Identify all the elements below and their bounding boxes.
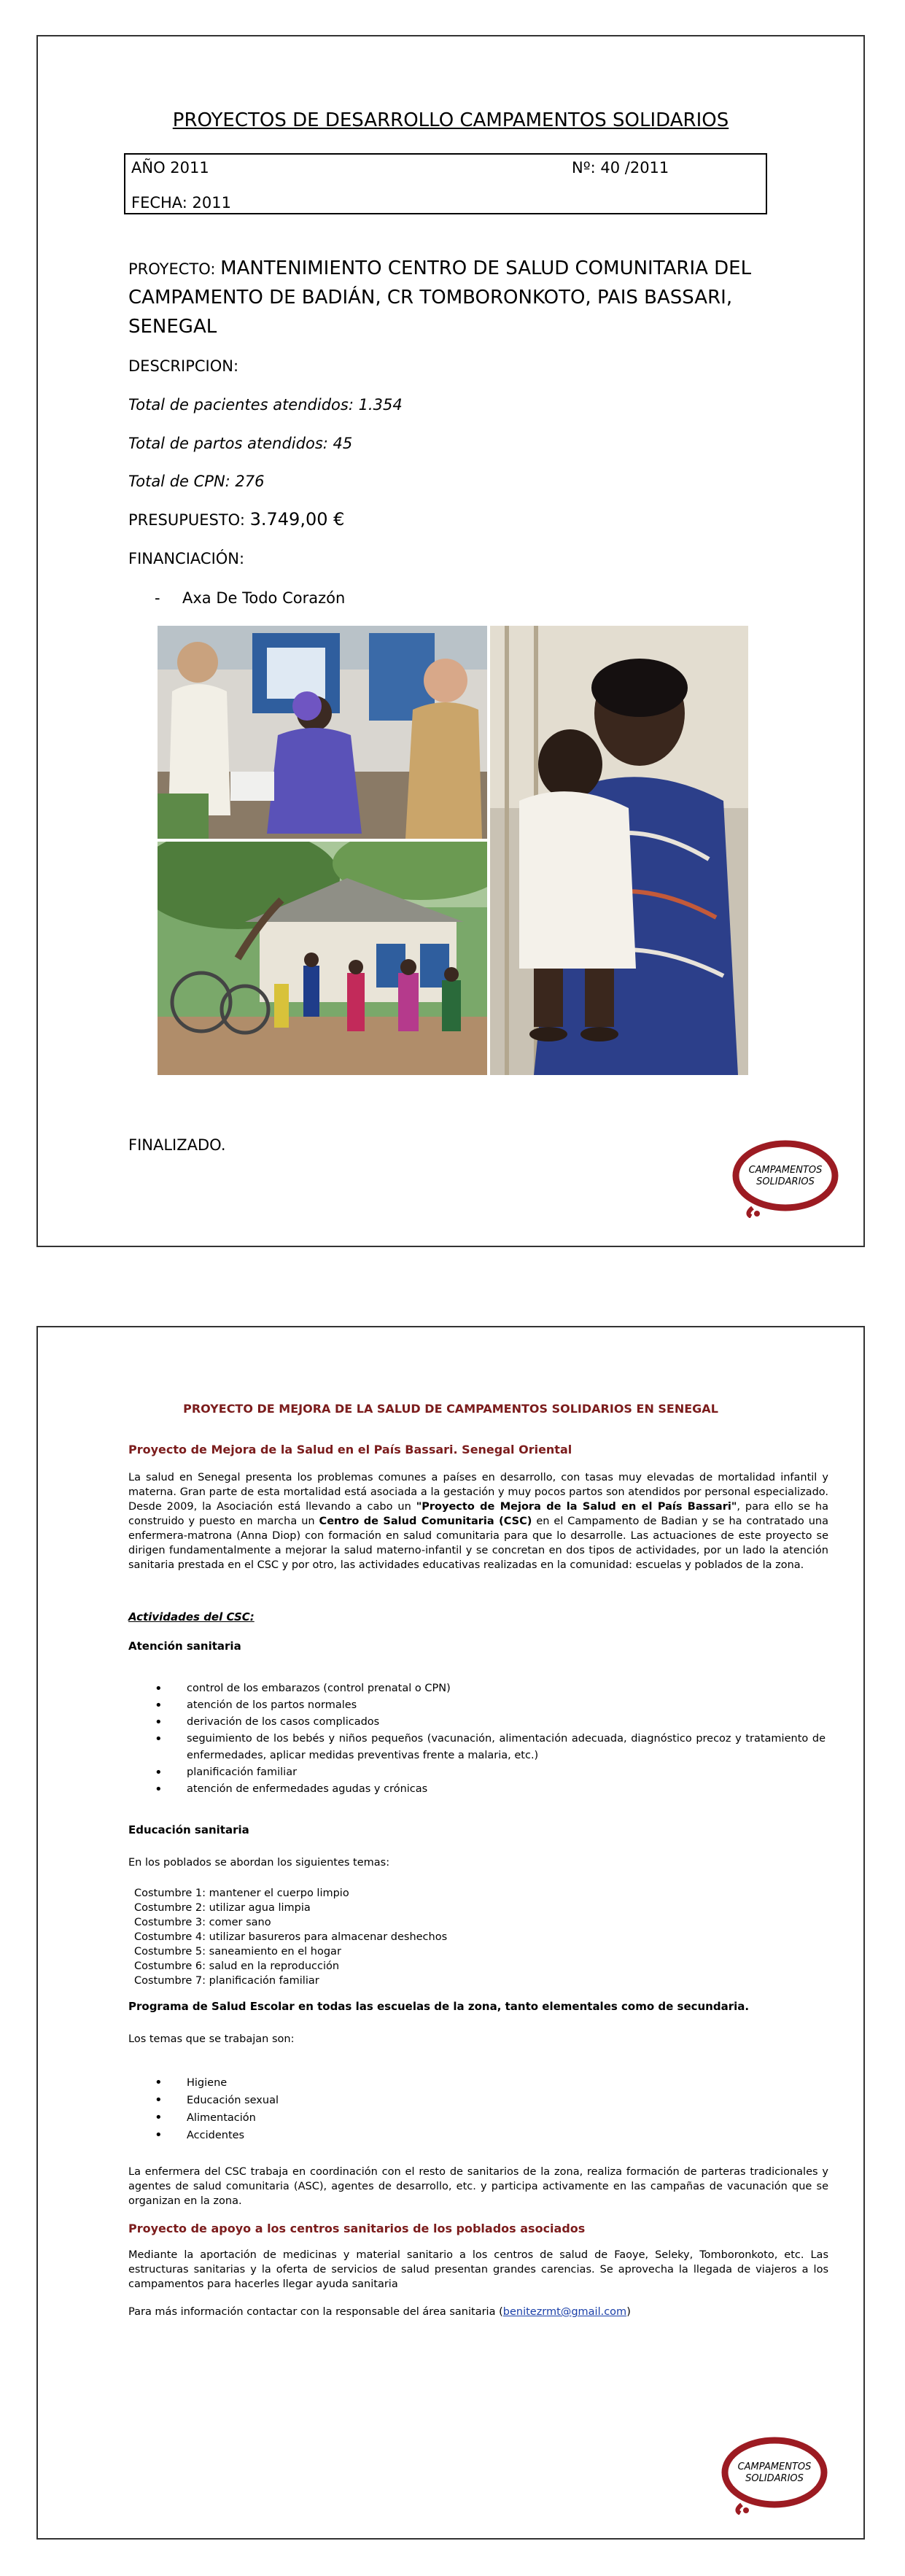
list-item: Costumbre 7: planificación familiar: [134, 1975, 319, 1987]
list-item: • Educación sexual: [155, 2092, 826, 2109]
customs-list: [134, 1886, 447, 1988]
list-item: Costumbre 3: comer sano: [134, 1917, 271, 1928]
nurse-paragraph: La enfermera del CSC trabaja en coordinación con el resto de sanitarios de la zona, realiza formación de parteras tradicionales y agentes de salud comunitaria (ASC), agentes de desarrollo, etc. y participa activamente en las campañas de vacunación que se organizan en la zona.: [128, 2166, 828, 2207]
logo-text-bottom: SOLIDARIOS: [756, 1176, 815, 1187]
patients-total: Total de pacientes atendidos: 1.354: [128, 396, 403, 414]
photo-collage: [158, 626, 748, 1075]
list-item: Costumbre 4: utilizar basureros para almacenar deshechos: [134, 1931, 448, 1943]
list-item: • control de los embarazos (control prenatal o CPN): [155, 1680, 826, 1697]
project-name-block: [128, 254, 785, 341]
logo-text-top: CAMPAMENTOS: [748, 1165, 823, 1176]
description-label: DESCRIPCION:: [128, 357, 239, 375]
funder-name: Axa De Todo Corazón: [182, 589, 346, 607]
villages-intro: En los poblados se abordan los siguientes temas:: [128, 1857, 390, 1869]
cpn-total: Total de CPN: 276: [128, 473, 265, 490]
budget-label: PRESUPUESTO:: [128, 511, 250, 529]
activities-heading: Actividades del CSC:: [128, 1610, 255, 1623]
list-item: Costumbre 6: salud en la reproducción: [134, 1960, 340, 1972]
funding-label: FINANCIACIÓN:: [128, 550, 245, 567]
list-item: Costumbre 1: mantener el cuerpo limpio: [134, 1888, 349, 1899]
dash-bullet: -: [155, 589, 160, 607]
status-finalized: FINALIZADO.: [128, 1136, 226, 1154]
page2-title: PROYECTO DE MEJORA DE LA SALUD DE CAMPAMENTOS SOLIDARIOS EN SENEGAL: [183, 1402, 718, 1416]
list-item: • seguimiento de los bebés y niños pequeños (vacunación, alimentación adecuada, diagnóstico precoz y tratamiento de enfermedades, aplicar medidas preventivas frente a malaria, etc.): [155, 1731, 826, 1764]
logo-text-bottom: SOLIDARIOS: [745, 2473, 804, 2484]
topics-intro: Los temas que se trabajan son:: [128, 2033, 295, 2045]
email-link[interactable]: benitezrmt@gmail.com: [502, 2306, 627, 2318]
intro-paragraph: [128, 1470, 828, 1572]
section-heading-apoyo: Proyecto de apoyo a los centros sanitarios de los poblados asociados: [128, 2222, 586, 2235]
project-label: PROYECTO:: [128, 260, 221, 278]
budget-value: 3.749,00 €: [249, 509, 345, 529]
photo-clinic-visit: [158, 626, 487, 839]
list-item: • Higiene: [155, 2074, 826, 2092]
school-program-heading: Programa de Salud Escolar en todas las escuelas de la zona, tanto elementales como de secundaria.: [128, 2000, 750, 2013]
project-number-field: Nº: 40 /2011: [572, 159, 669, 176]
list-item: • Accidentes: [155, 2127, 826, 2144]
date-field: FECHA: 2011: [131, 194, 231, 212]
intro-text-1: La salud en Senegal presenta los problemas comunes a países en desarrollo, con tasas muy elevadas de mortalidad infantil y materna. Gran parte de esta mortalidad está asociada a la gestación y muy pocos partos son atendidos por personal especializado. Desde 2009, la Asociación está llevando a cabo un: [128, 1472, 828, 1513]
education-heading: Educación sanitaria: [128, 1823, 249, 1836]
intro-bold-project: "Proyecto de Mejora de la Salud en el País Bassari": [416, 1501, 737, 1513]
contact-text: Para más información contactar con la responsable del área sanitaria (: [128, 2306, 503, 2318]
list-item: • derivación de los casos complicados: [155, 1714, 826, 1731]
intro-text-3: en el Campamento de Badian y se ha contratado una enfermera-matrona (Anna Diop) con formación en salud comunitaria para que lo desarrolle. Las actuaciones de este proyecto se dirigen fundamentalmente a mejorar la salud materno-infantil y se concretan en dos tipos de actividades, por un lado la atención sanitaria prestada en el CSC y por otro, las actividades educativas realizadas en la comunidad: escuelas y poblados de la zona.: [128, 1516, 828, 1571]
section-heading-mejora: Proyecto de Mejora de la Salud en el País Bassari. Senegal Oriental: [128, 1443, 572, 1456]
logo-swirl-icon: [720, 2435, 829, 2515]
campamentos-solidarios-logo: [720, 2435, 829, 2515]
funder-item: [155, 589, 345, 607]
project-info-box: [124, 153, 767, 214]
births-total: Total de partos atendidos: 45: [128, 435, 353, 452]
logo-swirl-icon: [731, 1138, 840, 1218]
budget-line: [128, 509, 344, 529]
contact-paragraph: [128, 2305, 828, 2319]
intro-text-2: , para ello se ha construido y puesto en marcha un: [128, 1501, 828, 1527]
photo-village-health-center: [158, 842, 487, 1075]
list-item: Costumbre 2: utilizar agua limpia: [134, 1902, 311, 1914]
list-item: Costumbre 5: saneamiento en el hogar: [134, 1946, 341, 1958]
photo-mother-and-baby: [490, 626, 748, 1075]
list-item: • Alimentación: [155, 2109, 826, 2127]
healthcare-list: [155, 1680, 826, 1798]
logo-text-top: CAMPAMENTOS: [737, 2461, 812, 2472]
contact-end: ): [626, 2306, 631, 2318]
list-item: • planificación familiar: [155, 1764, 826, 1781]
year-field: AÑO 2011: [131, 159, 209, 176]
list-item: • atención de enfermedades agudas y crónicas: [155, 1781, 826, 1798]
page-title: PROYECTOS DE DESARROLLO CAMPAMENTOS SOLIDARIOS: [172, 109, 729, 131]
document-page-2: [36, 1326, 865, 2540]
intro-bold-csc: Centro de Salud Comunitaria (CSC): [319, 1516, 532, 1527]
document-page-1: [36, 35, 865, 1247]
campamentos-solidarios-logo: [731, 1138, 840, 1218]
project-name: MANTENIMIENTO CENTRO DE SALUD COMUNITARIA DEL CAMPAMENTO DE BADIÁN, CR TOMBORONKOTO, PAIS BASSARI, SENEGAL: [128, 257, 752, 338]
list-item: • atención de los partos normales: [155, 1697, 826, 1714]
topics-list: [155, 2074, 826, 2144]
healthcare-heading: Atención sanitaria: [128, 1640, 241, 1653]
support-paragraph: Mediante la aportación de medicinas y material sanitario a los centros de salud de Faoye, Seleky, Tomboronkoto, etc. Las estructuras sanitarias y la oferta de servicios de salud presentan grandes carencias. Se aprovecha la llegada de viajeros a los campamentos para hacerles llegar ayuda sanitaria: [128, 2249, 828, 2290]
